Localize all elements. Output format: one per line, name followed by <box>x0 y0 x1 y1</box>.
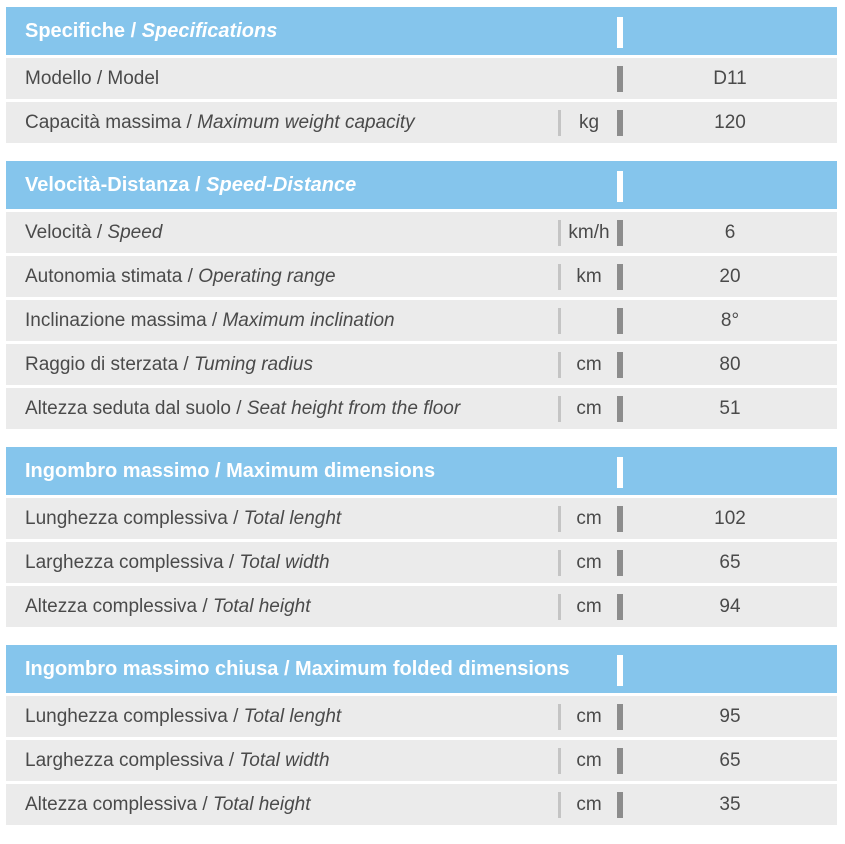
row-unit: cm <box>576 794 602 815</box>
row-label-en: Speed <box>107 222 163 243</box>
table-row <box>6 212 837 253</box>
row-label-it: Velocità / <box>25 222 108 243</box>
row-value: 6 <box>724 222 736 243</box>
table-row <box>6 784 837 825</box>
row-label <box>25 740 330 781</box>
row-unit: kg <box>578 112 600 133</box>
row-label-en: Total height <box>212 794 311 815</box>
section-header <box>6 645 837 693</box>
table-row <box>6 256 837 297</box>
header-separator <box>617 17 623 48</box>
row-label <box>25 58 159 99</box>
section-maximum-folded-dimensions <box>6 645 837 825</box>
row-value: 51 <box>719 398 741 419</box>
row-unit: cm <box>576 398 602 419</box>
row-label-it: Larghezza complessiva / <box>25 750 240 771</box>
row-value: 65 <box>719 552 741 573</box>
row-unit: cm <box>576 354 602 375</box>
row-label <box>25 388 460 429</box>
row-value: 65 <box>719 750 741 771</box>
row-label-it: Larghezza complessiva / <box>25 552 240 573</box>
row-label <box>25 542 330 583</box>
row-label-en: Seat height from the floor <box>246 398 461 419</box>
row-unit: cm <box>576 706 602 727</box>
section-title-en: Speed-Distance <box>206 174 357 196</box>
row-label-en: Maximum weight capacity <box>197 112 415 133</box>
section-title-it: Specifiche / <box>25 20 142 42</box>
table-row <box>6 498 837 539</box>
header-separator <box>617 457 623 488</box>
unit-separator <box>558 308 561 334</box>
row-value: 95 <box>719 706 741 727</box>
section-specifications <box>6 7 837 143</box>
row-label-it: Autonomia stimata / <box>25 266 199 287</box>
row-unit: cm <box>576 508 602 529</box>
header-separator <box>617 171 623 202</box>
table-row <box>6 388 837 429</box>
row-label-it: Raggio di sterzata / <box>25 354 194 375</box>
section-header <box>6 7 837 55</box>
row-label-it: Lunghezza complessiva / <box>25 706 244 727</box>
section-header <box>6 161 837 209</box>
row-label <box>25 784 311 825</box>
row-label <box>25 102 415 143</box>
row-value: 20 <box>719 266 741 287</box>
section-gap <box>6 630 837 645</box>
table-row <box>6 586 837 627</box>
row-label-en: Maximum inclination <box>222 310 395 331</box>
row-label-it: Inclinazione massima / <box>25 310 223 331</box>
row-unit: cm <box>576 750 602 771</box>
section-maximum-dimensions <box>6 447 837 627</box>
section-gap <box>6 146 837 161</box>
row-value: 94 <box>719 596 741 617</box>
section-gap <box>6 432 837 447</box>
row-label <box>25 256 336 297</box>
row-label-it: Capacità massima / <box>25 112 198 133</box>
section-speed-distance <box>6 161 837 429</box>
section-title-it: Velocità-Distanza / <box>25 174 207 196</box>
row-value: 8° <box>720 310 740 331</box>
section-header <box>6 447 837 495</box>
table-row <box>6 542 837 583</box>
table-row <box>6 740 837 781</box>
row-unit: km/h <box>568 222 610 243</box>
table-row <box>6 344 837 385</box>
row-label-en: Total lenght <box>243 508 342 529</box>
section-title-it: Ingombro massimo chiusa / Maximum folded dimensions <box>25 658 570 680</box>
row-label-en: Total lenght <box>243 706 342 727</box>
row-label-en: Tuming radius <box>193 354 313 375</box>
table-row <box>6 696 837 737</box>
section-title-it: Ingombro massimo / Maximum dimensions <box>25 460 436 482</box>
row-value: 80 <box>719 354 741 375</box>
row-unit: cm <box>576 596 602 617</box>
row-label-it: Modello / Model <box>25 68 160 89</box>
row-value: 102 <box>714 508 746 529</box>
row-label-it: Altezza complessiva / <box>25 794 213 815</box>
row-label-it: Altezza complessiva / <box>25 596 213 617</box>
row-label <box>25 696 341 737</box>
row-value: D11 <box>713 68 747 89</box>
section-title-en: Specifications <box>141 20 278 42</box>
table-row <box>6 102 837 143</box>
header-separator <box>617 655 623 686</box>
row-label-en: Total width <box>239 552 330 573</box>
row-label <box>25 586 311 627</box>
row-label-en: Total width <box>239 750 330 771</box>
row-unit: km <box>576 266 602 287</box>
row-label-en: Total height <box>212 596 311 617</box>
row-label-it: Lunghezza complessiva / <box>25 508 244 529</box>
spec-sheet <box>6 7 837 828</box>
row-label <box>25 344 313 385</box>
row-label-it: Altezza seduta dal suolo / <box>25 398 247 419</box>
row-value: 35 <box>719 794 741 815</box>
table-row <box>6 300 837 341</box>
table-row <box>6 58 837 99</box>
row-label <box>25 212 162 253</box>
row-value: 120 <box>714 112 746 133</box>
row-unit: cm <box>576 552 602 573</box>
row-label <box>25 300 395 341</box>
row-label <box>25 498 341 539</box>
row-label-en: Operating range <box>198 266 336 287</box>
